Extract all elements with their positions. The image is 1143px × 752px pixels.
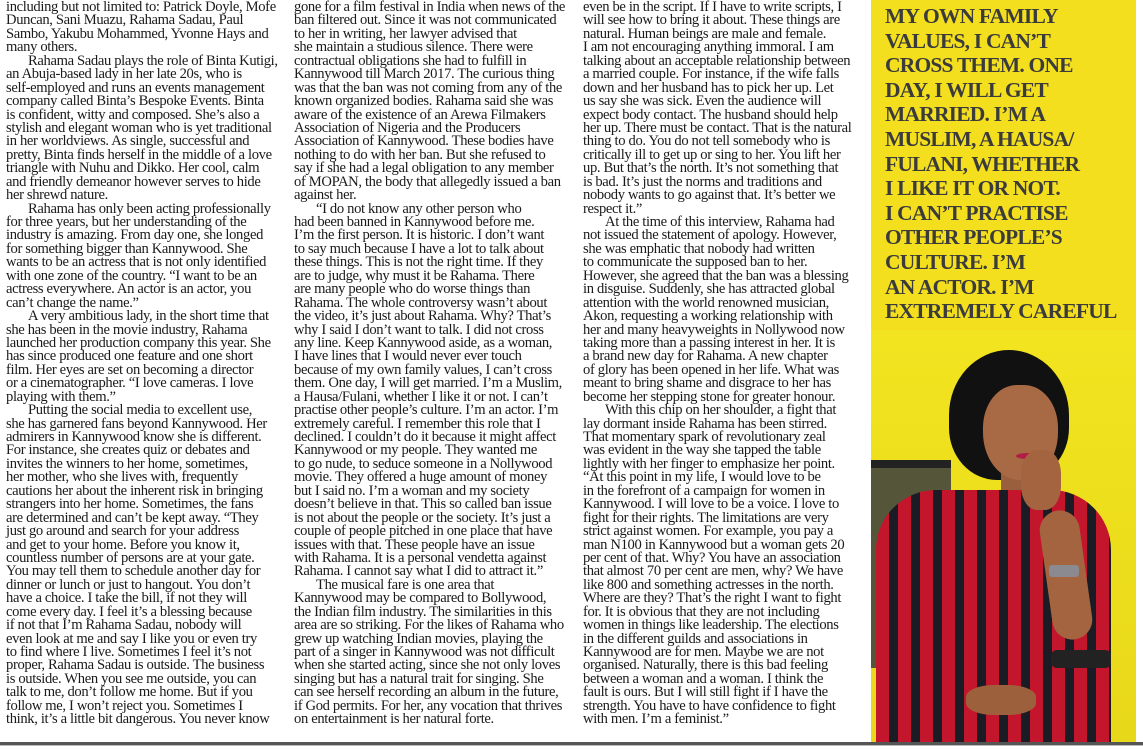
pull-quote-sidebar: [871, 0, 1136, 742]
text-line: ban filtered out. Since it was not communicated: [294, 12, 557, 29]
text-line: Kannywood are for men. Maybe we are not: [583, 644, 824, 660]
paragraph: [583, 216, 865, 404]
chair-armrest: [1051, 650, 1111, 668]
text-line: respect it.”: [583, 200, 643, 217]
text-line: playing with them.”: [6, 388, 116, 405]
text-line: per cent of that. Why? You have an association: [583, 549, 841, 566]
text-line: them. One day, I will get married. I’m a Muslim,: [294, 375, 562, 392]
text-line: she has garnered fans beyond Kannywood. Her: [6, 415, 267, 432]
text-line: triangle with Nuhu and Dikko. Her cool, calm: [6, 160, 260, 177]
article-column-3: [583, 1, 865, 727]
text-line: with one zone of the country. “I want to be an: [6, 267, 257, 284]
text-line: her shrewd nature.: [6, 187, 108, 204]
text-line: aware of the existence of an Arewa Filmakers: [294, 106, 546, 123]
text-line: strict against women. For example, you pay a: [583, 523, 834, 540]
text-line: A very ambitious lady, in the short time that: [28, 308, 269, 325]
text-line: taking more than a passing interest in her. It is: [583, 334, 835, 351]
text-line: expect body contact. The husband should help: [583, 106, 838, 123]
text-line: is confident, witty and composed. She’s also a: [6, 106, 260, 123]
paragraph: [294, 576, 574, 728]
text-line: area are so striking. For the likes of Rahama who: [294, 617, 564, 634]
text-line: for something bigger than Kannywood. She: [6, 240, 248, 257]
text-line: Putting the social media to excellent use,: [28, 402, 253, 419]
text-line: doesn’t believe in that. This so called ban issue: [294, 496, 552, 513]
text-line: her up. There must be contact. That is the natural: [583, 119, 852, 136]
text-line: think, it’s a little bit dangerous. You never know: [6, 711, 270, 728]
text-line: like 800 and something actresses in the north.: [583, 576, 834, 593]
text-line: even be in the script. If I have to write scripts, I: [583, 0, 842, 15]
text-line: Sambo, Yakubu Mohammed, Yvonne Hays and: [6, 25, 269, 42]
text-line: women in things like leadership. The elections: [583, 617, 839, 634]
pull-quote-line: MY OWN FAMILY: [885, 4, 1058, 28]
text-line: issues with that. These people have an issue: [294, 536, 535, 553]
text-line: had been banned in Kannywood before me.: [294, 214, 535, 230]
pull-quote-line: FULANI, WHETHER: [885, 151, 1080, 176]
text-line: a Hausa/Fulani, whether I like it or not. I can’t: [294, 388, 548, 405]
pull-quote-line: DAY, I WILL GET: [885, 77, 1048, 102]
text-line: dinner or lunch or just to hangout. You don’t: [6, 576, 251, 593]
text-line: have a choice. I take the bill, if not they will: [6, 590, 247, 607]
text-line: Rahama has only been acting professionally: [28, 200, 271, 217]
text-line: say if she had a legal obligation to any member: [294, 160, 554, 177]
text-line: contractual obligations she had to fulfill in: [294, 52, 527, 69]
text-line: grew up watching Indian movies, playing the: [294, 630, 543, 647]
pull-quote-line: AN ACTOR. I’M: [885, 274, 1034, 299]
text-line: countless number of persons are at your gate.: [6, 549, 255, 566]
text-line: can’t change the name.”: [6, 294, 139, 311]
text-line: organised. Naturally, there is this bad feeling: [583, 657, 828, 674]
text-line: with men. I’m a feminist.”: [583, 711, 729, 728]
article-column-1: [6, 1, 286, 727]
text-line: At the time of this interview, Rahama had: [605, 214, 835, 230]
pull-quote-line: MARRIED. I’M A: [885, 102, 1046, 127]
text-line: Rahama Sadau plays the role of Binta Kutigi,: [28, 52, 278, 69]
text-line: movie. They offered a huge amount of money: [294, 469, 548, 486]
text-line: for three years, but her understanding of the: [6, 214, 247, 230]
text-line: strength. You have to have confidence to fight: [583, 697, 836, 714]
text-line: You may tell them to schedule another day for: [6, 563, 261, 580]
text-line: become her stepping stone for greater honour.: [583, 388, 836, 405]
text-line: stylish and elegant woman who is yet traditional: [6, 119, 272, 136]
text-line: not issued the statement of apology. However,: [583, 227, 837, 244]
text-line: Where are they? That’s the right I want to fight: [583, 590, 842, 607]
text-line: talking about an acceptable relationship between: [583, 52, 851, 69]
text-line: fight for their rights. The limitations are very: [583, 509, 829, 526]
text-line: thing to do. You do not tell somebody who is: [583, 133, 830, 150]
pull-quote-line: CULTURE. I’M: [885, 249, 1026, 274]
text-line: attention with the world renowned musician,: [583, 294, 829, 311]
text-line: With this chip on her shoulder, a fight that: [605, 402, 837, 419]
text-line: a married couple. For instance, if the wife falls: [583, 66, 839, 83]
pull-quote-line: CROSS THEM. ONE: [885, 53, 1073, 78]
text-line: to say much because I have a lot to talk about: [294, 240, 544, 257]
article-column-2: [294, 1, 574, 727]
text-line: declined. I couldn’t do it because it might affect: [294, 429, 556, 445]
text-line: are to judge, why must it be Rahama. There: [294, 267, 535, 284]
text-line: For instance, she creates quiz or debates and: [6, 442, 250, 459]
text-line: talk to me, don’t follow me home. But if you: [6, 684, 253, 701]
text-line: to go nude, to seduce someone in a Nollywood: [294, 455, 553, 472]
text-line: for. It is obvious that they are not including: [583, 603, 820, 620]
text-line: strangers into her home. Sometimes, the fans: [6, 496, 254, 513]
text-line: pretty, Binta finds herself in the middle of a love: [6, 146, 272, 163]
text-line: self-employed and runs an events management: [6, 79, 265, 96]
text-line: man N100 in Kannywood but a woman gets 20: [583, 536, 845, 553]
text-line: to find where I live. Sometimes I feel it’s not: [6, 644, 252, 660]
text-line: Duncan, Sani Muazu, Rahama Sadau, Paul: [6, 12, 244, 29]
text-line: the Indian film industry. The similarities in this: [294, 603, 552, 620]
paragraph: [583, 404, 865, 727]
text-line: to her in writing, her lawyer advised that: [294, 25, 517, 42]
text-line: Kannywood may be compared to Bollywood,: [294, 590, 547, 607]
text-line: I’m the first person. It is historic. I don’t want: [294, 227, 545, 244]
text-line: is not about the people or the society. It’s just a: [294, 509, 551, 526]
text-line: launched her production company this year. She: [6, 334, 271, 351]
paragraph: [6, 200, 286, 311]
text-line: a brand new day for Rahama. A new chapter: [583, 348, 828, 365]
paragraph: [294, 200, 574, 580]
text-line: she maintain a studious silence. There were: [294, 39, 533, 56]
text-line: actress everywhere. An actor is an actor, you: [6, 281, 252, 298]
paragraph: [583, 1, 865, 216]
text-line: wants to be an actress that is not only identified: [6, 254, 267, 271]
text-line: just go around and search for your address: [6, 523, 239, 540]
pull-quote: [885, 4, 1136, 324]
text-line: practise other people’s culture. I’m an actor. I’m: [294, 402, 559, 419]
text-line: if not that I’m Rahama Sadau, nobody will: [6, 617, 242, 634]
text-line: gone for a film festival in India when news of the: [294, 0, 566, 15]
text-line: her mother, who she lives with, frequently: [6, 469, 238, 486]
text-line: to communicate the supposed ban to her.: [583, 254, 808, 271]
text-line: of MOPAN, the body that allegedly issued a ban: [294, 173, 561, 190]
text-line: up. But that’s the north. It’s not something that: [583, 160, 839, 177]
text-line: even look at me and say I like you or even try: [6, 630, 257, 647]
text-line: including but not limited to: Patrick Doyle, Mofe: [6, 0, 276, 15]
text-line: was that the ban was not coming from any of the: [294, 79, 563, 96]
text-line: these things. This is not the right time. If they: [294, 254, 543, 271]
text-line: the video, it’s just about Rahama. Why? That’s: [294, 308, 551, 325]
text-line: critically ill to get up or sing to her. You lift her: [583, 146, 841, 163]
hand: [1021, 450, 1061, 510]
text-line: down and her husband has to pick her up. Let: [583, 79, 834, 96]
text-line: and friendly demeanor however serves to hide: [6, 173, 261, 190]
text-line: nobody wants to go against that. It’s better we: [583, 187, 836, 204]
pull-quote-line: VALUES, I CAN’T: [885, 28, 1051, 53]
text-line: she has been in the movie industry, Rahama: [6, 321, 248, 338]
pull-quote-line: I CAN’T PRACTISE: [885, 200, 1068, 225]
text-line: will see how to bring it about. These things are: [583, 12, 840, 29]
portrait-photo: [871, 330, 1136, 742]
text-line: extremely careful. I remember this role that I: [294, 415, 541, 432]
text-line: Akon, requesting a working relationship with: [583, 308, 833, 325]
text-line: is outside. When you see me outside, you can: [6, 670, 257, 687]
text-line: Kannywood till March 2017. The curious thing: [294, 66, 555, 83]
text-line: admirers in Kannywood know she is different.: [6, 429, 262, 445]
text-line: when she started acting, since she not only loves: [294, 657, 561, 674]
text-line: I have lines that I would never ever touch: [294, 348, 522, 365]
text-line: part of a singer in Kannywood was not difficult: [294, 644, 555, 660]
text-line: known organized bodies. Rahama said she was: [294, 93, 554, 110]
pull-quote-line: I LIKE IT OR NOT.: [885, 176, 1060, 201]
paragraph: [6, 404, 286, 727]
text-line: natural. Human beings are male and female.: [583, 25, 827, 42]
text-line: lay dormant inside Rahama has been stirred.: [583, 415, 827, 432]
text-line: in the forefront of a campaign for women in: [583, 482, 825, 499]
text-line: is bad. It’s just the norms and traditions and: [583, 173, 822, 190]
text-line: of glory has been opened in her life. What was: [583, 361, 839, 378]
text-line: between a woman and a woman. I think the: [583, 670, 824, 687]
text-line: film. Her eyes are set on becoming a director: [6, 361, 254, 378]
text-line: Rahama. The whole controversy wasn’t about: [294, 294, 548, 311]
text-line: because of my own family values, I can’t cross: [294, 361, 552, 378]
text-line: her and many heavyweights in Nollywood now: [583, 321, 845, 338]
text-line: an Abuja-based lady in her late 20s, who is: [6, 66, 242, 83]
text-line: are many people who do worse things than: [294, 281, 531, 298]
wristwatch: [1049, 565, 1079, 577]
text-line: on entertainment is her natural forte.: [294, 711, 494, 728]
text-line: can see herself recording an album in the future,: [294, 684, 559, 701]
text-line: I am not encouraging anything immoral. I am: [583, 39, 834, 56]
text-line: against her.: [294, 187, 357, 204]
text-line: come every day. I feel it’s a blessing because: [6, 603, 252, 620]
text-line: fault is ours. But I will still fight if I have the: [583, 684, 828, 701]
text-line: if God permits. For her, any vocation that thrives: [294, 697, 563, 714]
text-line: Association of Nigeria and the Producers: [294, 119, 521, 136]
text-line: singing but has a natural trait for singing. She: [294, 670, 544, 687]
text-line: meant to bring shame and disgrace to her has: [583, 375, 832, 392]
paragraph: [6, 310, 286, 404]
pull-quote-line: MUSLIM, A HAUSA/: [885, 126, 1074, 151]
text-line: Kannywood or my people. They wanted me: [294, 442, 537, 459]
bottom-rule: [0, 742, 1143, 746]
text-line: industry is amazing. From day one, she longed: [6, 227, 264, 244]
resting-hand: [966, 685, 1036, 715]
text-line: has since produced one feature and one short: [6, 348, 253, 365]
paragraph: [294, 1, 574, 203]
text-line: That momentary spark of revolutionary zeal: [583, 429, 826, 445]
text-line: lightly with her finger to emphasize her point.: [583, 455, 835, 472]
text-line: in the different guilds and associations in: [583, 630, 808, 647]
text-line: couple of people pitched in one place that have: [294, 523, 553, 540]
text-line: in disguise. Suddenly, she has attracted global: [583, 281, 835, 298]
pull-quote-line: EXTREMELY CAREFUL: [885, 299, 1117, 324]
text-line: follow me, I won’t reject you. Sometimes I: [6, 697, 243, 714]
text-line: and get to your home. Before you know it,: [6, 536, 240, 553]
paragraph: [6, 52, 286, 204]
text-line: invites the winners to her home, sometimes,: [6, 455, 248, 472]
text-line: us say she was sick. Even the audience will: [583, 93, 822, 110]
text-line: why I said I don’t want to talk. I did not cross: [294, 321, 544, 338]
text-line: nothing to do with her ban. But she refused to: [294, 146, 546, 163]
text-line: Kannywood. I will love to be a voice. I love to: [583, 496, 839, 513]
text-line: any line. Keep Kannywood aside, as a woman,: [294, 334, 553, 351]
text-line: company called Binta’s Bespoke Events. Binta: [6, 93, 264, 110]
text-line: are determined and can’t be kept away. “They: [6, 509, 259, 526]
text-line: cautions her about the inherent risk in bringing: [6, 482, 263, 499]
pull-quote-line: OTHER PEOPLE’S: [885, 225, 1062, 250]
text-line: that almost 70 per cent are men, why? We have: [583, 563, 843, 580]
text-line: but I said no. I’m a woman and my society: [294, 482, 530, 499]
text-line: Association of Kannywood. These bodies have: [294, 133, 554, 150]
text-line: was evident in the way she tapped the table: [583, 442, 821, 459]
text-line: many others.: [6, 39, 78, 56]
text-line: proper, Rahama Sadau is outside. The business: [6, 657, 265, 674]
text-line: However, she agreed that the ban was a blessing: [583, 267, 849, 284]
text-line: “At this point in my life, I would love to be: [583, 469, 821, 486]
text-line: “I do not know any other person who: [316, 200, 522, 217]
text-line: or a cinematographer. “I love cameras. I love: [6, 375, 254, 392]
text-line: with Rahama. It is a personal vendetta against: [294, 549, 547, 566]
text-line: in her worldviews. As single, successful and: [6, 133, 250, 150]
text-line: Rahama. I cannot say what I did to attract it.”: [294, 563, 543, 580]
paragraph: [6, 1, 286, 55]
text-line: The musical fare is one area that: [316, 576, 495, 593]
text-line: she was emphatic that nobody had written: [583, 240, 815, 257]
